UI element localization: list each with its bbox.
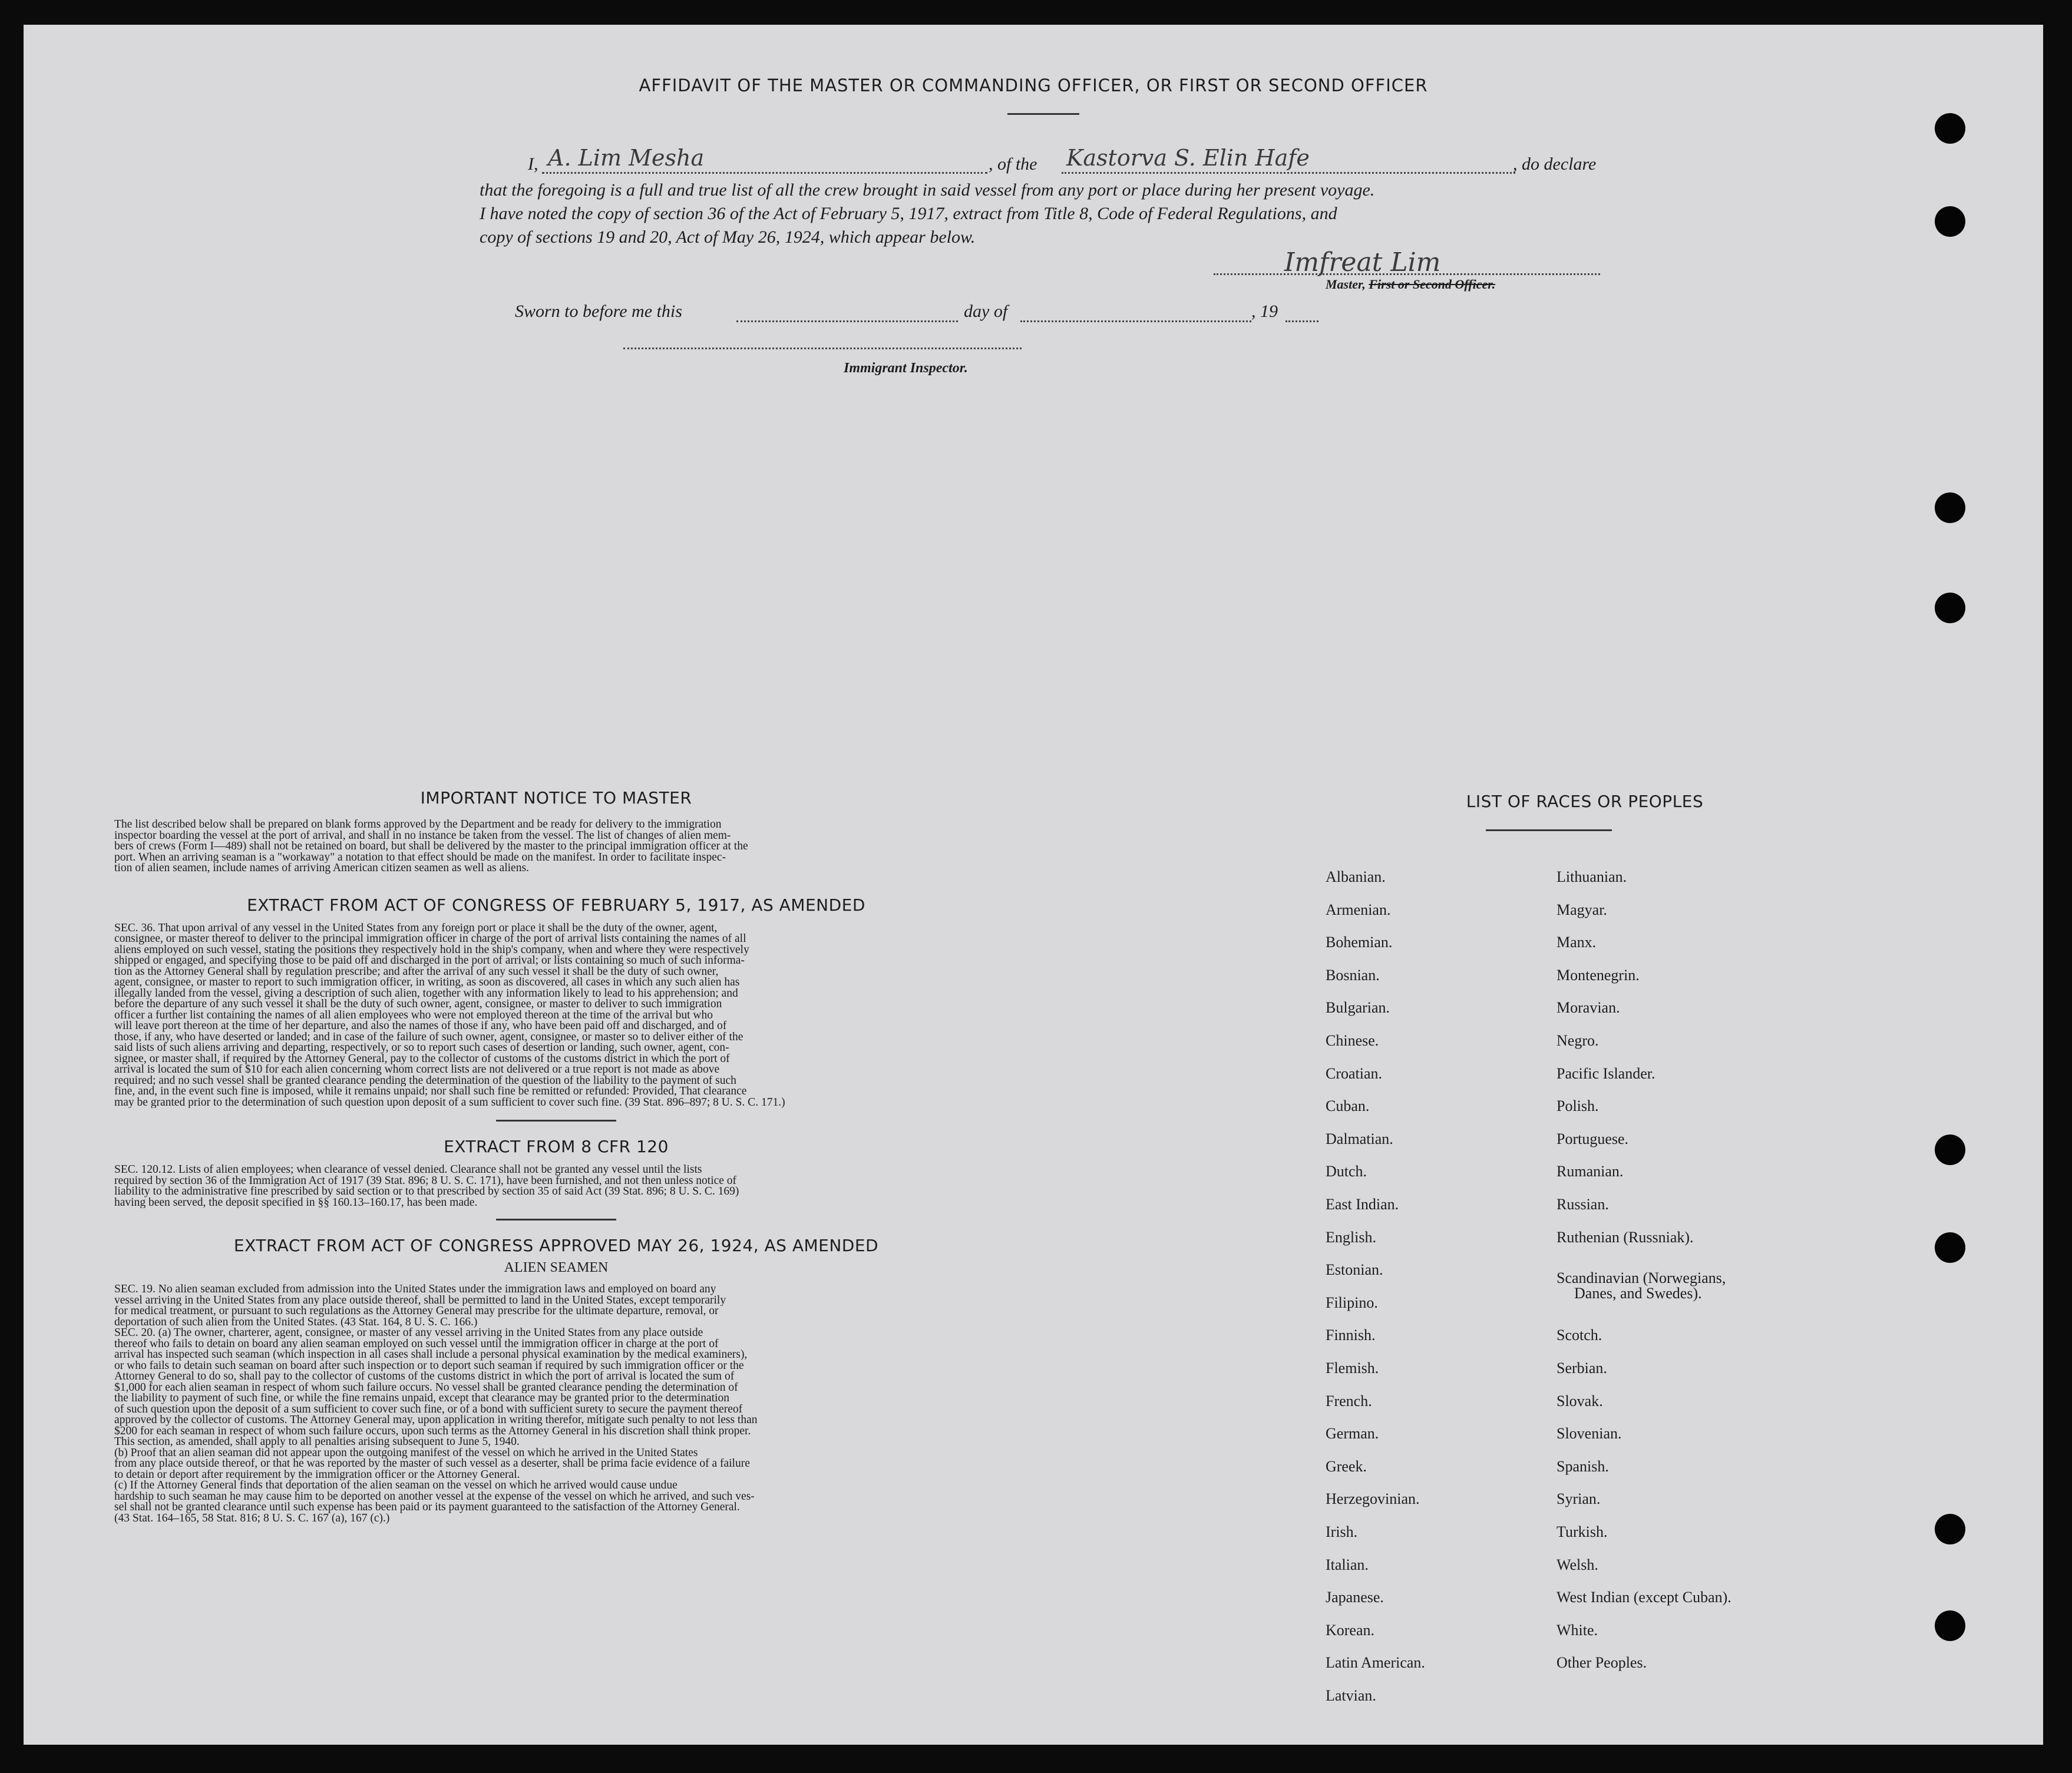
title-rule [1007, 113, 1079, 115]
race-item: Syrian. [1557, 1490, 1601, 1508]
body-line: $1,000 for each alien seaman in respect of whom such failure occurs. No vessel shall be granted clearance pending the determination of [114, 1382, 738, 1393]
race-item: Magyar. [1557, 901, 1607, 918]
body-line: Attorney General to do so, shall pay to the collector of customs of the customs district in which the port of arrival is located the sum of [114, 1371, 735, 1382]
race-item: Slovak. [1557, 1392, 1603, 1410]
body-line: sel shall not be granted clearance until such expense has been paid or its payment guaranteed to the satisfaction of the Attorney General. [114, 1502, 740, 1513]
race-item: Ruthenian (Russniak). [1557, 1228, 1694, 1246]
race-item: Russian. [1557, 1196, 1609, 1213]
master-name-handwriting: A. Lim Mesha [548, 145, 705, 171]
race-item: Polish. [1557, 1097, 1599, 1115]
race-item: Scotch. [1557, 1327, 1602, 1344]
body-line: tion of alien seamen, include names of arriving American citizen seamen as well as aliens. [114, 863, 529, 874]
race-item: East Indian. [1326, 1196, 1399, 1213]
binder-hole [1935, 1610, 1965, 1641]
vessel-name-field [1062, 145, 1515, 174]
vessel-name-handwriting: Kastorva S. Elin Hafe [1066, 145, 1310, 171]
body-line: SEC. 120.12. Lists of alien employees; when clearance of vessel denied. Clearance shall not be granted any vessel until the lists [114, 1165, 702, 1176]
race-item: Pacific Islander. [1557, 1064, 1655, 1082]
race-item: Filipino. [1326, 1294, 1378, 1311]
body-line: consignee, or master thereof to deliver to the principal immigration officer in charge of the port of arrival lists containing the names of all [114, 934, 746, 945]
body-line: SEC. 19. No alien seaman excluded from admission into the United States under the immigration laws and employed on board any [114, 1284, 716, 1295]
body-line: or who fails to detain such seaman on board after such inspection or to deport such seaman if required by such immigration officer or the [114, 1360, 744, 1371]
body-line: said lists of such aliens arriving and departing, respectively, or so to report such cases of desertion or landing, such owner, agent, con- [114, 1043, 729, 1054]
race-item: Croatian. [1326, 1064, 1383, 1082]
race-item: Moravian. [1557, 999, 1620, 1017]
of-the-label: , of the [989, 154, 1037, 174]
body-line: liability to the administrative fine prescribed by said section or to that prescribed by section 35 of said Act (39 Stat. 896; 8 U. S. C. 169) [114, 1186, 739, 1198]
race-item: Bosnian. [1326, 966, 1380, 984]
race-item: Latin American. [1326, 1654, 1425, 1672]
signature-caption [1326, 277, 1495, 292]
race-item: Japanese. [1326, 1589, 1384, 1606]
body-line: inspector boarding the vessel at the port of arrival, and shall in no instance be taken from the vessel. The list of changes of alien mem- [114, 830, 731, 841]
day-of-label: day of [964, 302, 1008, 321]
race-item: Other Peoples. [1557, 1654, 1647, 1672]
extract-1917-title: EXTRACT FROM ACT OF CONGRESS OF FEBRUARY 5, 1917, AS AMENDED [247, 895, 865, 915]
body-line: deportation of such alien from the United States. (43 Stat. 164, 8 U. S. C. 166.) [114, 1316, 478, 1328]
body-line: fine, and, in the event such fine is imposed, while it remains unpaid; nor shall such fine be remitted or refunded: Provided, That clearance [114, 1086, 747, 1097]
races-rule [1486, 829, 1612, 831]
sworn-day-field [736, 302, 958, 322]
signature-field [1214, 247, 1600, 277]
race-item: Manx. [1557, 934, 1597, 951]
race-item: Welsh. [1557, 1556, 1598, 1573]
caption-master: Master, [1326, 277, 1366, 292]
race-item: Scandinavian (Norwegians, [1557, 1269, 1726, 1287]
race-item: Cuban. [1326, 1097, 1370, 1115]
body-line: from any place outside thereof, or that he was reported by the master of such vessel as a deserter, shall be prima facie evidence of a failure [114, 1458, 750, 1470]
race-item: Korean. [1326, 1621, 1375, 1639]
body-line: (b) Proof that an alien seaman did not appear upon the outgoing manifest of the vessel on which he arrived in the United States [114, 1447, 698, 1458]
section-rule-2 [496, 1219, 616, 1220]
race-item: German. [1326, 1425, 1379, 1443]
body-line: having been served, the deposit specified in §§ 160.13–160.17, has been made. [114, 1197, 478, 1208]
race-item: Bohemian. [1326, 934, 1393, 951]
body-line: arrival is located the sum of $10 for each alien concerning whom correct lists are not delivered or a true report is not made as above [114, 1064, 720, 1076]
year-prefix: , 19 [1251, 302, 1278, 321]
body-line: required; and no such vessel shall be granted clearance pending the determination of the question of the liability to the payment of such [114, 1075, 736, 1086]
race-item: Finnish. [1326, 1327, 1376, 1344]
race-item: Estonian. [1326, 1261, 1383, 1279]
body-line: SEC. 20. (a) The owner, charterer, agent, consignee, or master of any vessel arriving in the United States from any place outside [114, 1328, 703, 1339]
inspector-caption: Immigrant Inspector. [844, 360, 968, 376]
race-item: Herzegovinian. [1326, 1490, 1420, 1508]
race-item: West Indian (except Cuban). [1557, 1589, 1731, 1606]
race-item: Turkish. [1557, 1523, 1608, 1540]
i-label: I, [528, 154, 538, 174]
sworn-year-field [1286, 302, 1318, 322]
body-line: hardship to such seaman he may cause him to be deported on another vessel at the expense of the vessel on which he arrived, and such ves- [114, 1491, 755, 1502]
body-line: the liability to payment of such fine, or while the fine remains unpaid, except that clearance may be granted prior to the determination [114, 1393, 729, 1404]
body-line: those, if any, who have deserted or landed; and in case of the failure of such owner, agent, consignee, or master so to deliver either of the [114, 1031, 743, 1043]
body-line: illegally landed from the vessel, giving a description of such alien, together with any information likely to lead to his apprehension; and [114, 988, 738, 999]
body-line: for medical treatment, or pursuant to such regulations as the Attorney General may prescribe for the ultimate departure, removal, or [114, 1306, 719, 1317]
body-line: (43 Stat. 164–165, 58 Stat. 816; 8 U. S. C. 167 (a), 167 (c).) [114, 1513, 390, 1524]
binder-hole [1935, 1232, 1965, 1263]
body-line: port. When an arriving seaman is a "workaway" a notation to that effect should be made on the manifest. In order to facilitate inspec- [114, 852, 726, 863]
race-item: Montenegrin. [1557, 966, 1640, 984]
notice-body [114, 819, 998, 874]
body-line: This section, as amended, shall apply to all penalties arising subsequent to June 5, 1940. [114, 1437, 520, 1448]
signature-handwriting: Imfreat Lim [1284, 247, 1441, 277]
race-item: Negro. [1557, 1032, 1599, 1049]
binder-hole [1935, 1514, 1965, 1544]
notice-section [114, 788, 998, 1524]
section-rule-1 [496, 1120, 616, 1122]
alien-seamen-subtitle: ALIEN SEAMEN [504, 1260, 609, 1275]
race-item: French. [1326, 1392, 1372, 1410]
body-line: The list described below shall be prepared on blank forms approved by the Department and be ready for delivery to the immigration [114, 819, 722, 831]
binder-hole [1935, 593, 1965, 623]
cfr-body [114, 1165, 998, 1208]
body-line: required by section 36 of the Immigration Act of 1917 (39 Stat. 896; 8 U. S. C. 171), have been furnished, and not then unless notice of [114, 1175, 737, 1186]
race-item: Latvian. [1326, 1687, 1376, 1704]
body-line: agent, consignee, or master to report to such immigration officer, in writing, as soon as discovered, all cases in which any such alien has [114, 977, 740, 988]
do-declare-label: , do declare [1513, 154, 1597, 174]
caption-struck-officer: First or Second Officer. [1369, 277, 1496, 292]
body-line: bers of crews (Form I—489) shall not be retained on board, but shall be delivered by the master to the principal immigration officer at the [114, 841, 748, 852]
binder-hole [1935, 113, 1965, 144]
race-item: Dutch. [1326, 1163, 1367, 1180]
affidavit-line-4: copy of sections 19 and 20, Act of May 26, 1924, which appear below. [480, 227, 976, 247]
binder-hole [1935, 492, 1965, 523]
body-line: tion as the Attorney General shall by regulation prescribe; and after the arrival of any such vessel it shall be the duty of such owner, [114, 966, 719, 977]
body-line: may be granted prior to the determination of such question upon deposit of a sum sufficient to cover such fine. (39 Stat. 896–897; 8 U. S. C. 171.) [114, 1097, 785, 1108]
body-line: SEC. 36. That upon arrival of any vessel in the United States from any foreign port or place it shall be the duty of the owner, agent, [114, 922, 718, 934]
body-line: before the departure of any such vessel it shall be the duty of such owner, agent, consignee, or master to deliver to such immigration [114, 999, 722, 1010]
body-line: will leave port thereon at the time of her departure, and also the names of those if any, who have been paid off and discharged, and of [114, 1021, 727, 1032]
affidavit-line-2: that the foregoing is a full and true list of all the crew brought in said vessel from any port or place during her present voyage. [480, 180, 1375, 200]
notice-title: IMPORTANT NOTICE TO MASTER [420, 788, 692, 808]
extract-1924-body [114, 1284, 998, 1524]
affidavit-line-3: I have noted the copy of section 36 of the Act of February 5, 1917, extract from Title 8, Code of Federal Regulations, and [480, 204, 1337, 223]
race-item: White. [1557, 1621, 1598, 1639]
race-item: Irish. [1326, 1523, 1358, 1540]
extract-1924-title: EXTRACT FROM ACT OF CONGRESS APPROVED MAY 26, 1924, AS AMENDED [233, 1236, 879, 1255]
race-item: Chinese. [1326, 1032, 1379, 1049]
body-line: of such question upon the deposit of a sum sufficient to cover such fine, or of a bond with sufficient surety to secure the payment thereof [114, 1404, 743, 1415]
race-item: Rumanian. [1557, 1163, 1624, 1180]
race-item: Italian. [1326, 1556, 1369, 1573]
races-title: LIST OF RACES OR PEOPLES [1466, 792, 1704, 811]
body-line: officer a further list containing the names of all alien employees who were not employed thereon at the time of the arrival but who [114, 1010, 713, 1021]
race-item: Greek. [1326, 1457, 1367, 1475]
cfr-title: EXTRACT FROM 8 CFR 120 [444, 1137, 669, 1156]
race-item: Lithuanian. [1557, 868, 1627, 885]
sworn-label: Sworn to before me this [515, 302, 682, 321]
body-line: aliens employed on such vessel, stating the positions they respectively hold in the ship's company, when and where they were respectively [114, 944, 749, 955]
race-item: Flemish. [1326, 1359, 1379, 1377]
race-item: Bulgarian. [1326, 999, 1390, 1017]
race-item: Dalmatian. [1326, 1130, 1393, 1147]
binder-hole [1935, 206, 1965, 237]
master-name-field [542, 145, 987, 174]
document-sheet [24, 25, 2043, 1745]
race-item: English. [1326, 1228, 1376, 1246]
race-item: Serbian. [1557, 1359, 1607, 1377]
race-item: Portuguese. [1557, 1130, 1629, 1147]
race-item-continued: Danes, and Swedes). [1574, 1285, 1702, 1302]
extract-1917-body [114, 923, 998, 1109]
body-line: (c) If the Attorney General finds that deportation of the alien seaman on the vessel on which he arrived would cause undue [114, 1480, 678, 1491]
race-item: Albanian. [1326, 868, 1386, 885]
inspector-signature-line [623, 342, 1022, 349]
race-item: Armenian. [1326, 901, 1391, 918]
body-line: approved by the collector of customs. The Attorney General may, upon application in writing therefor, mitigate such penalty to not less than [114, 1415, 758, 1426]
body-line: shipped or engaged, and specifying those to be paid off and discharged in the port of arrival; or lists containing so much of such informa- [114, 955, 745, 967]
binder-hole [1935, 1134, 1965, 1165]
body-line: thereof who fails to detain on board any alien seaman employed on such vessel until the immigration officer in charge at the port of [114, 1338, 719, 1349]
race-item: Slovenian. [1557, 1425, 1622, 1443]
body-line: vessel arriving in the United States from any place outside thereof, shall be permitted to land in the United States, except temporarily [114, 1295, 726, 1306]
body-line: to detain or deport after requirement by the immigration officer or the Attorney General. [114, 1469, 520, 1480]
body-line: signee, or master shall, if required by the Attorney General, pay to the collector of customs of the customs district in which the port of [114, 1053, 730, 1064]
sworn-month-field [1020, 302, 1251, 322]
affidavit-title: AFFIDAVIT OF THE MASTER OR COMMANDING OFFICER, OR FIRST OR SECOND OFFICER [639, 75, 1428, 95]
body-line: $200 for each seaman in respect of whom such failure occurs, upon such terms as the Attorney General in his discretion shall think proper. [114, 1425, 751, 1437]
body-line: arrival has inspected such seaman (which inspection in all cases shall include a personal physical examination by the medical examiners), [114, 1349, 748, 1361]
race-item: Spanish. [1557, 1457, 1609, 1475]
